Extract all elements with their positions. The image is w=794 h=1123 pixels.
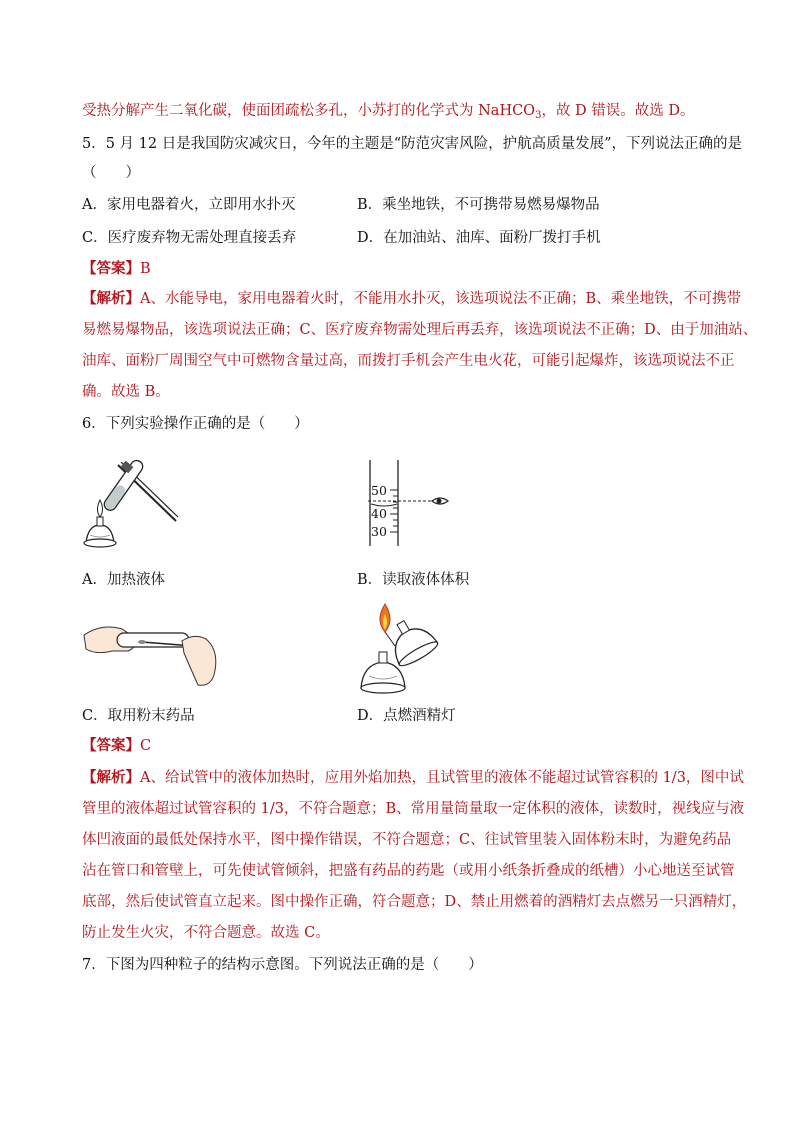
q5-blank: （ ） <box>82 165 140 181</box>
q5-option-b: B．乘坐地铁，不可携带易燃易爆物品 <box>357 197 600 213</box>
q5-analysis-line-2: 易燃易爆物品，该选项说法正确；C、医疗废弃物需处理后再丢弃，该选项说法不正确；D、由于加油站、 <box>82 322 758 338</box>
q6-stem: 6．下列实验操作正确的是（ ） <box>82 416 309 432</box>
q6-option-a: A．加热液体 <box>82 572 165 588</box>
cylinder-tick-30: 30 <box>371 524 387 539</box>
explanation-continuation: 受热分解产生二氧化碳，使面团疏松多孔，小苏打的化学式为 NaHCO$_3$，故 D 错误。故选 D。 <box>82 103 695 121</box>
q5-analysis-line-3: 油库、面粉厂周围空气中可燃物含量过高，而拨打手机会产生电火花，可能引起爆炸，该选项说法不正 <box>82 353 735 369</box>
q6-analysis-line-6: 防止发生火灾，不符合题意。故选 C。 <box>82 925 330 941</box>
answer-value: C <box>140 738 152 754</box>
powder-sampling-figure <box>82 615 222 690</box>
answer-value: B <box>140 261 151 277</box>
q6-option-c: C．取用粉末药品 <box>82 708 195 724</box>
q5-stem: 5．5 月 12 日是我国防灾减灾日，今年的主题是“防范灾害风险，护航高质量发展”，下列说法正确的是 <box>82 136 743 152</box>
analysis-label: 【解析】 <box>82 290 140 307</box>
answer-label: 【答案】 <box>82 260 140 277</box>
alcohol-lamp-lighting-figure <box>355 602 445 694</box>
q6-analysis-line-5: 底部，然后使试管直立起来。图中操作正确，符合题意；D、禁止用燃着的酒精灯去点燃另一只酒精灯， <box>82 894 747 910</box>
q5-option-c: C．医疗废弃物无需处理直接丢弃 <box>82 230 297 246</box>
test-tube-heating-figure <box>78 455 183 555</box>
q6-option-b: B．读取液体体积 <box>357 572 470 588</box>
q6-analysis-line-1: 【解析】A、给试管中的液体加热时，应用外焰加热，且试管里的液体不能超过试管容积的 1/3，图中试 <box>82 769 744 786</box>
q5-option-a: A．家用电器着火，立即用水扑灭 <box>82 197 296 213</box>
q6-answer <box>82 736 151 756</box>
q6-analysis-line-2: 管里的液体超过试管容积的 1/3，不符合题意；B、常用量筒量取一定体积的液体，读数时，视线应与液 <box>82 801 745 817</box>
q6-analysis-line-4: 沾在管口和管壁上，可先使试管倾斜，把盛有药品的药匙（或用小纸条折叠成的纸槽）小心地送至试管 <box>82 863 735 879</box>
answer-label: 【答案】 <box>82 737 140 754</box>
q6-option-d: D．点燃酒精灯 <box>357 708 456 724</box>
q5-answer <box>82 259 151 279</box>
cylinder-tick-50: 50 <box>371 483 387 498</box>
q5-analysis-line-1: 【解析】A、水能导电，家用电器着火时，不能用水扑灭，该选项说法不正确；B、乘坐地铁，不可携带 <box>82 290 742 307</box>
q5-option-d: D．在加油站、油库、面粉厂拨打手机 <box>357 230 601 246</box>
cylinder-tick-40: 40 <box>371 506 387 521</box>
q7-stem: 7．下图为四种粒子的结构示意图。下列说法正确的是（ ） <box>82 957 483 973</box>
analysis-label: 【解析】 <box>82 769 140 786</box>
q6-analysis-line-3: 体凹液面的最低处保持水平，图中操作错误，不符合题意；C、往试管里装入固体粉末时，为避免药品 <box>82 832 732 848</box>
q5-analysis-line-4: 确。故选 B。 <box>82 384 170 400</box>
